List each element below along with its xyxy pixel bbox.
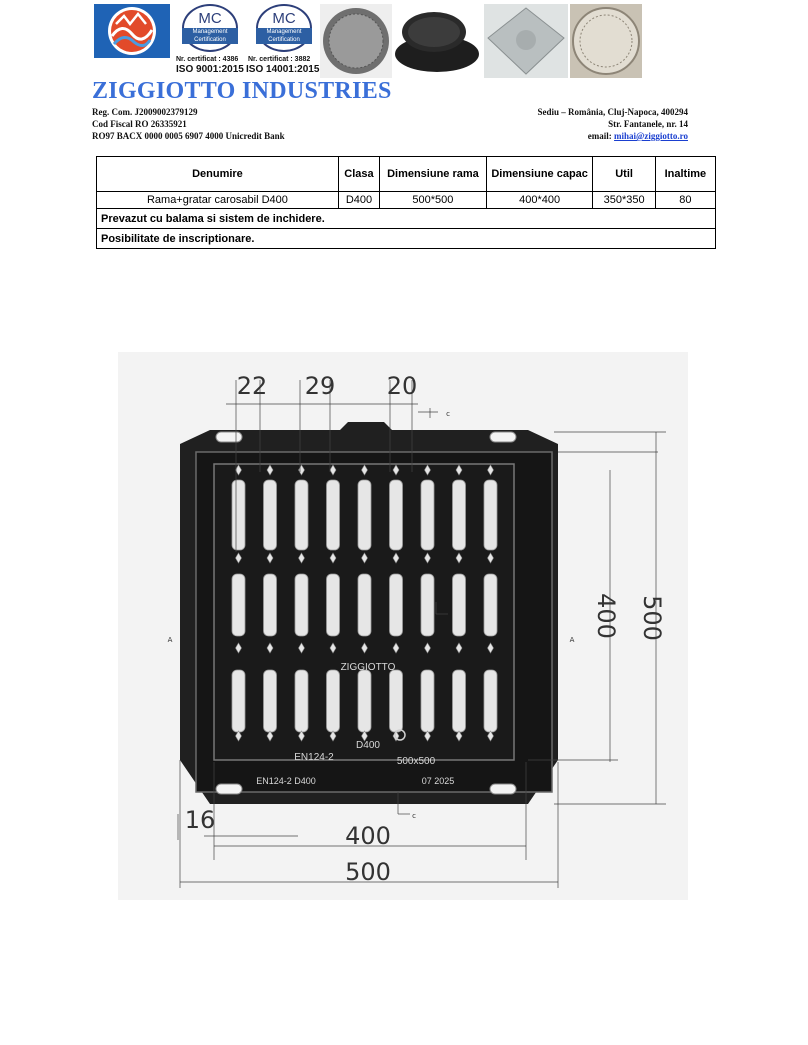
spec-table	[96, 156, 716, 249]
cast-date-text: 07 2025	[421, 776, 455, 786]
table-header-row	[97, 157, 716, 192]
table-note-row	[97, 209, 716, 229]
company-name: ZIGGIOTTO INDUSTRIES	[92, 78, 392, 104]
grating-slot	[232, 670, 245, 732]
grating-slot	[264, 574, 277, 636]
grating-slot	[295, 480, 308, 550]
grating-slot	[484, 480, 497, 550]
grating-slot	[358, 670, 371, 732]
cell-dim-rama: 500*500	[380, 192, 487, 209]
company-registration-info	[92, 106, 285, 142]
grating-slot	[327, 480, 340, 550]
grating-slot	[327, 574, 340, 636]
cell-dim-capac: 400*400	[486, 192, 593, 209]
mc-badge-9001: MC Management Certification	[180, 4, 240, 54]
mc-badge-14001: MC Management Certification	[254, 4, 314, 54]
grating-slot	[390, 670, 403, 732]
header-dim-capac: Dimensiune capac	[486, 157, 593, 192]
cast-class-text: D400	[356, 740, 380, 751]
grating-slot	[390, 480, 403, 550]
grating-slots	[232, 480, 497, 732]
email-link[interactable]: mihai@ziggiotto.ro	[614, 131, 688, 141]
grating-slot	[484, 574, 497, 636]
grating-slot	[358, 480, 371, 550]
header-util: Util	[593, 157, 655, 192]
circular-cover-photo-icon	[570, 4, 642, 78]
grating-slot	[327, 670, 340, 732]
table-row	[97, 192, 716, 209]
arrow-mark-left: A	[167, 636, 173, 644]
fiscal-code: Cod Fiscal RO 26335921	[92, 119, 187, 129]
dim-500-side-text: 500	[638, 595, 666, 641]
grating-slot	[358, 574, 371, 636]
grating-slot	[390, 574, 403, 636]
square-cover-photo-icon	[484, 4, 568, 78]
grating-slot	[453, 574, 466, 636]
dim-16-text: 16	[184, 806, 216, 834]
grating-slot	[453, 480, 466, 550]
section-mark-top: c	[446, 410, 450, 418]
grating-slot	[421, 480, 434, 550]
cert-number-9001: Nr. certificat : 4386	[176, 56, 239, 63]
technical-drawing	[118, 352, 688, 900]
cast-size-text: 500x500	[396, 756, 436, 767]
table-note-row	[97, 229, 716, 249]
cert-number-14001: Nr. certificat : 3882	[248, 56, 311, 63]
bank-account: RO97 BACX 0000 0005 6907 4000 Unicredit Bank	[92, 131, 285, 141]
dim-29-text: 29	[304, 372, 336, 400]
header-dim-rama: Dimensiune rama	[380, 157, 487, 192]
cell-util: 350*350	[593, 192, 655, 209]
grating-slot	[264, 670, 277, 732]
dim-22-text: 22	[236, 372, 268, 400]
cast-brand-text: ZIGGIOTTO	[340, 662, 396, 673]
arrow-mark-right: A	[569, 636, 575, 644]
cert-iso-9001: ISO 9001:2015	[176, 64, 244, 75]
cell-inaltime: 80	[655, 192, 715, 209]
grating-slot	[264, 480, 277, 550]
cast-norm-class-text: EN124-2 D400	[256, 776, 316, 786]
headquarters: Sediu – România, Cluj-Napoca, 400294	[537, 107, 688, 117]
section-mark-bottom: c	[412, 812, 416, 820]
dim-500-bottom-text: 500	[345, 858, 391, 886]
grating-slot	[453, 670, 466, 732]
header-inaltime: Inaltime	[655, 157, 715, 192]
round-cover-photo-icon	[320, 4, 392, 78]
hinged-cover-photo-icon	[392, 4, 482, 78]
registration-number: Reg. Com. J2009002379129	[92, 107, 198, 117]
note-hinge: Prevazut cu balama si sistem de inchidere.	[97, 209, 716, 229]
dim-400-side-text: 400	[592, 593, 620, 639]
email-line	[537, 130, 688, 142]
grating-slot	[421, 670, 434, 732]
grating-slot	[421, 574, 434, 636]
note-inscription: Posibilitate de inscriptionare.	[97, 229, 716, 249]
email-label: email:	[587, 131, 612, 141]
grating-slot	[295, 574, 308, 636]
company-address-info	[537, 106, 688, 142]
dim-20-text: 20	[386, 372, 418, 400]
header-logos	[92, 0, 652, 80]
cast-norm-text: EN124-2	[294, 752, 334, 763]
header-denumire: Denumire	[97, 157, 339, 192]
grating-slot	[295, 670, 308, 732]
cert-iso-14001: ISO 14001:2015	[246, 64, 320, 75]
street-address: Str. Fantanele, nr. 14	[608, 119, 688, 129]
cell-clasa: D400	[338, 192, 379, 209]
cell-denumire: Rama+gratar carosabil D400	[97, 192, 339, 209]
header-clasa: Clasa	[338, 157, 379, 192]
grating-slot	[484, 670, 497, 732]
dim-400-bottom-text: 400	[345, 822, 391, 850]
grating-slot	[232, 574, 245, 636]
grating-slot	[232, 480, 245, 550]
company-logo-icon	[92, 2, 172, 60]
